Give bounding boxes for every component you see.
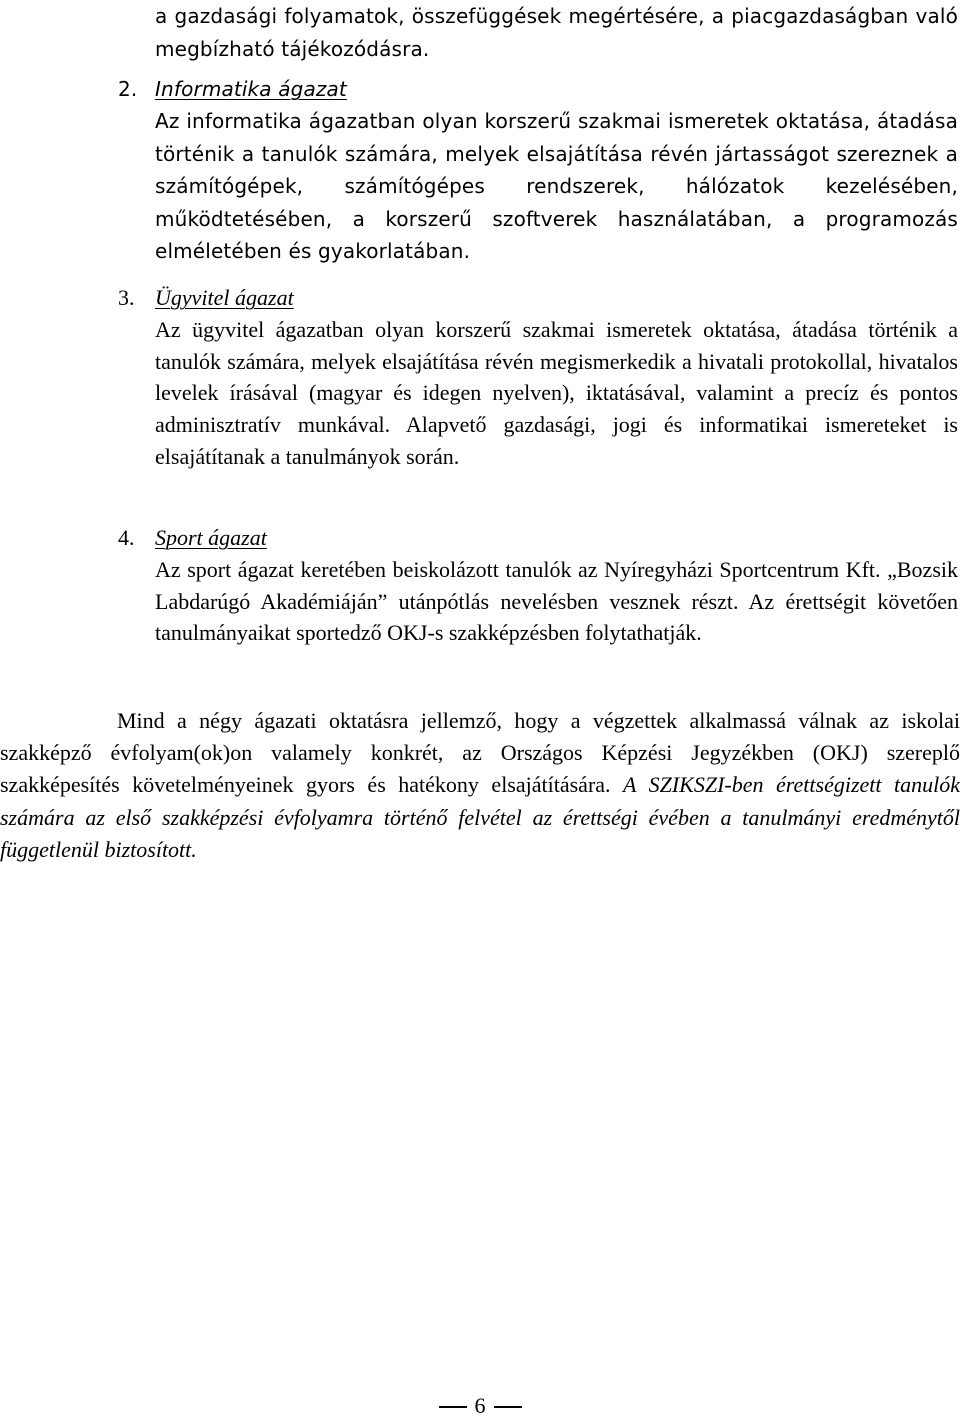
summary-text: Mind a négy ágazati oktatásra jellemző, hogy a végzettek alkalmassá válnak az iskolai szakképző évfolyam(ok)on valamely konkrét, az Országos Képzési Jegyzékben (OKJ) szereplő szakképesítés követelményeinek gyors és hatékony elsajátítására. bbox=[0, 708, 960, 798]
section-number: 2. bbox=[118, 77, 138, 101]
summary-italic-text: A SZIKSZI-ben érettségizett tanulók számára az első szakképzési évfolyamra történő felvétel az érettségi évében a tanulmányi eredménytől függetlenül biztosított. bbox=[0, 772, 960, 862]
intro-continuation: a gazdasági folyamatok, összefüggések megértésére, a piacgazdaságban való megbízható tájékozódásra. bbox=[155, 4, 958, 61]
section-body: Az sport ágazat keretében beiskolázott tanulók az Nyíregyházi Sportcentrum Kft. „Bozsik Labdarúgó Akadémiáján” utánpótlás nevelésben vesznek részt. Az érettségit követően tanulmányaikat sportedző OKJ-s szakképzésben folytathatják. bbox=[155, 557, 958, 646]
section-number: 4. bbox=[118, 525, 135, 550]
section-body: Az informatika ágazatban olyan korszerű szakmai ismeretek oktatása, átadása történik a tanulók számára, melyek elsajátítása révén jártasságot szereznek a számítógépek, számítógépes rendszerek, hálózatok kezelésében, működtetésében, a korszerű szoftverek használatában, a programozás elméletében és gyakorlatában. bbox=[155, 109, 958, 264]
section-body: Az ügyvitel ágazatban olyan korszerű szakmai ismeretek oktatása, átadása történik a tanulók számára, melyek elsajátítása révén megismerkedik a hivatali protokollal, hivatalos levelek írásával (magyar és idegen nyelven), iktatásával, valamint a precíz és pontos adminisztratív munkával. Alapvető gazdasági, jogi és informatikai ismereteket is elsajátítanak a tanulmányok során. bbox=[155, 317, 958, 469]
page-number-value: 6 bbox=[474, 1393, 486, 1418]
dash-left bbox=[439, 1406, 467, 1408]
dash-right bbox=[494, 1406, 522, 1408]
section-heading: Ügyvitel ágazat bbox=[155, 285, 294, 310]
summary-paragraph bbox=[0, 705, 960, 866]
section-heading: Informatika ágazat bbox=[155, 77, 347, 101]
page-number bbox=[0, 1390, 960, 1422]
section-heading: Sport ágazat bbox=[155, 525, 267, 550]
section-number: 3. bbox=[118, 285, 135, 310]
